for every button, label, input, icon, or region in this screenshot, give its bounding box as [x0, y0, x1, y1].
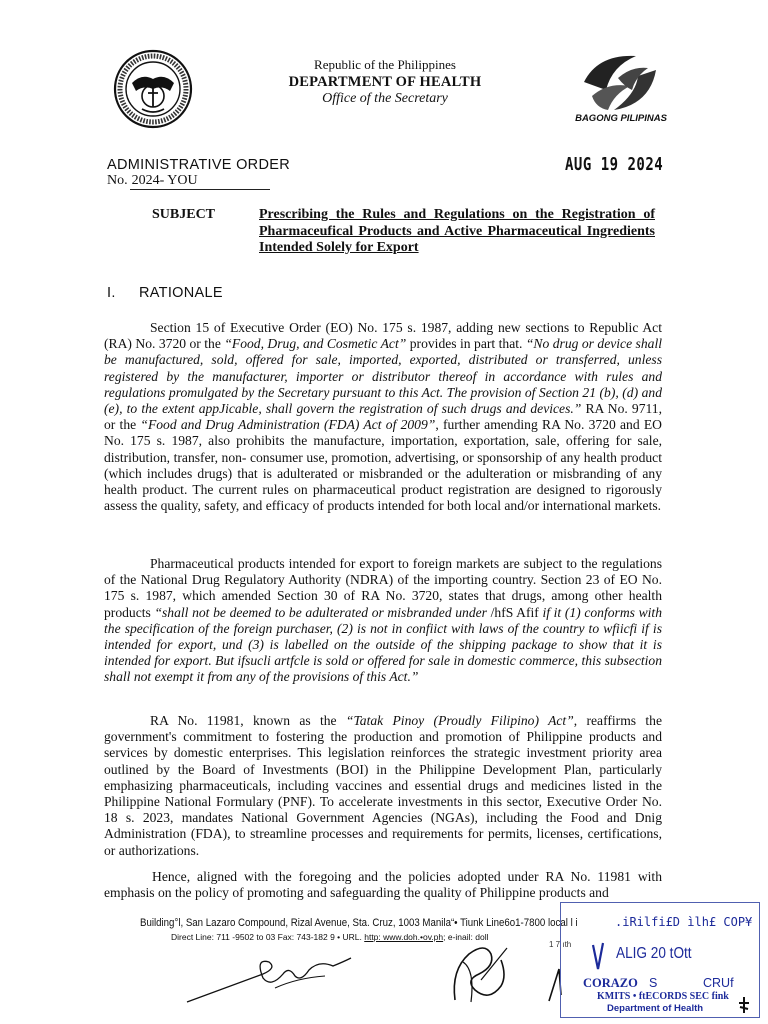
p2-text-a: Pharmaceutical products intended for export to foreign markets are subject to the regulations of the National Drug Regulatory Authority (NDRA) of the importing country. Section 23 of EO No. 175 s. 1987, which amended Section 30 of RA No. 3720, states that drugs, among other health products [104, 556, 662, 620]
p1-fda-act: “Food and Drug Administration (FDA) Act of 2009” [140, 417, 436, 433]
footer-marks: 1 7 ıth [549, 940, 572, 949]
order-number [107, 173, 270, 190]
footer-contact-text: Direct Line: 711 -9502 to 03 Fax: 743-182 9 • URL. [171, 932, 365, 942]
signature-1 [185, 948, 355, 1008]
paragraph-1 [104, 320, 662, 514]
stamp-department: Department of Health [607, 1003, 704, 1014]
p1-act-title: “Food, Drug, and Cosmetic Act” [224, 336, 407, 352]
header-department: DEPARTMENT OF HEALTH [288, 74, 482, 90]
p3-act-title: “Tatak Pinoy (Proudly Filipino) Act” [345, 713, 574, 728]
paragraph-4 [104, 869, 662, 901]
paragraph-3 [104, 713, 662, 859]
p1-text-a: Section 15 of Executive Order (EO) No. 175 s. 1987, adding new sections to Republic Act (RA) No. 3720 or the [104, 320, 662, 352]
stamp-name-a: CORAZO [583, 976, 638, 990]
stamp-name-c: CRUf [703, 976, 734, 990]
stamp-name-b: S [649, 976, 658, 990]
p2-text-c: /hfS Afif [490, 604, 539, 620]
p1-text-e: RA No. 9711, or the [104, 401, 662, 433]
stamp-mark-icon [737, 995, 751, 1015]
stamp-check-icon [591, 941, 605, 973]
header-office: Office of the Secretary [322, 91, 448, 106]
paragraph-2 [104, 556, 662, 686]
bagong-pilipinas-label: BAGONG PILIPINAS [575, 113, 667, 124]
p1-text-g: , further amending RA No. 3720 and EO No. 175 s. 1987, also prohibits the manufacture, importation, exportation, sale, offering for sale, distribution, transfer, non- consumer use, promotion, advertising, or sponsorship of any health product (which includes drugs) that is adulterated or misbranded or the adulteration or misbranding of any health product. The current rules on pharmaceutical product registration are designed to rigorously assess the quality, safety, and efficacy of products intended for both local and/or international markets. [104, 417, 662, 514]
p1-quote: “No drug or device shall be manufactured, sold, offered for sale, imported, exported, distributed or transferred, unless registered by the manufacturer, importer or distributor thereof in accordance with rules and regulations promulgated by the Secretary pursuant to this Act. The provision of Section 21 (b), (d) and (e), to the extent appJicable, shall govern the registration of such drugs and devices.” [104, 336, 662, 417]
p2-quote-d: if it (1) conforms with the specification of the foreign purchaser, (2) is not in confiict with laws of the country to wfiicfi if is intended for export, und (3) is labelled on the outside of the shipping package to show that it is intended for export. But ifsucli artfcle is sold or offered for sale in domestic commerce, this subsection shall not exempt it from any of the provisions of this Act.” [104, 604, 662, 685]
subject-text: Prescribing the Rules and Regulations on the Registration of Pharmaceufical Products and Active Pharmaceutical Ingredients Intended Solely for Export [259, 207, 655, 255]
p4-text: Hence, aligned with the foregoing and the policies adopted under RA No. 11981 with emphasis on the policy of promoting and safeguarding the quality of Philippine products and [104, 869, 662, 901]
order-type: ADMINISTRATIVE ORDER [107, 157, 290, 173]
p1-text-c: provides in part that. [406, 336, 526, 352]
stamp-date: ALIG 20 tOtt [616, 945, 692, 962]
p3-text-a: RA No. 11981, known as the [150, 713, 346, 728]
subject-label: SUBJECT [152, 207, 216, 222]
section-number: I. [107, 285, 116, 301]
footer-url-link[interactable]: http: www.doh.•ov.ph [364, 932, 444, 942]
footer-address: Building°l, San Lazaro Compound, Rizal Avenue, Sta. Cruz, 1003 Manila“• Tiunk Line6o1-7800 local l i [140, 917, 578, 929]
doh-seal-logo [106, 49, 200, 129]
order-number-value: 2024- YOU [130, 173, 270, 190]
stamp-records-section: KMITS • ftECORDS SEC fink [597, 991, 729, 1002]
footer-email: ; e-inail: doll [443, 932, 489, 942]
footer-contact [171, 932, 488, 942]
signature-2 [445, 940, 515, 1010]
order-number-label: No. [107, 173, 128, 188]
p3-text-c: , reaffirms the government's commitment to fostering the production and promotion of Philippine products and services by domestic enterprises. This legislation reinforces the strategic investment priority area outlined by the Board of Investments (BOI) in the Philippine Development Plan, particularly emphasizing pharmaceuticals, including vaccines and essential drugs and medicines listed in the Philippine National Formulary (PNF). To accelerate investments in this sector, Executive Order No. 18 s. 2023, mandates National Government Agencies (NGAs), including the Food and Dnig Administration (FDA), to streamline processes and requirements for permits, licenses, certifications, or authorizations. [104, 713, 662, 858]
section-heading [107, 285, 223, 301]
order-date-stamp: AUG 19 2024 [565, 155, 664, 175]
header-republic: Republic of the Philippines [314, 57, 456, 72]
bagong-pilipinas-logo [578, 52, 662, 114]
stamp-certified-line: .iRilfi£D ìlh£ COP¥ [615, 915, 753, 929]
section-title: RATIONALE [139, 285, 223, 301]
p2-quote-a: “shall not be deemed to be adulterated or misbranded under [154, 604, 491, 620]
certified-copy-stamp [560, 902, 760, 1018]
